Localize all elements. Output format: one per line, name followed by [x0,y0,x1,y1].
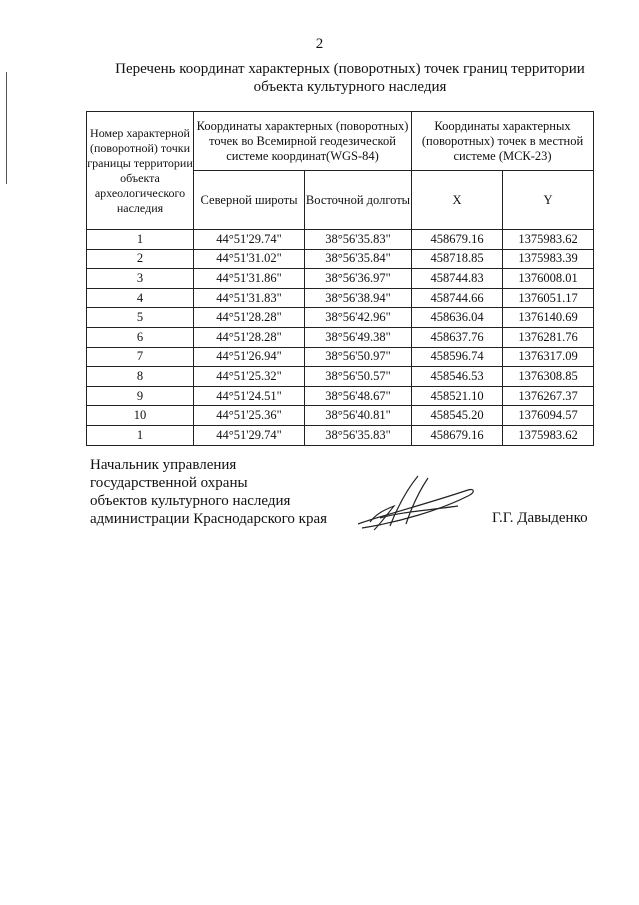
cell-y: 1376140.69 [503,308,594,328]
cell-x: 458546.53 [412,367,503,387]
cell-point-number: 8 [87,367,194,387]
title-line-2: объекта культурного наследия [253,79,447,95]
cell-point-number: 7 [87,347,194,367]
cell-y: 1375983.62 [503,425,594,445]
cell-point-number: 9 [87,386,194,406]
cell-y: 1376281.76 [503,327,594,347]
table-row [87,308,594,328]
cell-x: 458545.20 [412,406,503,426]
table-row [87,386,594,406]
title-line-1: Перечень координат характерных (поворотных) точек границ территории [115,61,585,77]
cell-y: 1376094.57 [503,406,594,426]
position-line-4: администрации Краснодарского края [90,511,328,527]
cell-latitude: 44°51'28.28" [194,327,305,347]
cell-latitude: 44°51'28.28" [194,308,305,328]
cell-latitude: 44°51'24.51" [194,386,305,406]
table-body [87,230,594,446]
cell-x: 458744.66 [412,288,503,308]
table-row [87,406,594,426]
cell-y: 1376308.85 [503,367,594,387]
table-row [87,367,594,387]
header-point-number: Номер характерной (поворотной) точки границы территории объекта археологического наследия [87,112,194,230]
position-line-1: Начальник управления [90,457,237,473]
cell-x: 458679.16 [412,425,503,445]
cell-longitude: 38°56'50.57" [305,367,412,387]
table-row [87,347,594,367]
cell-longitude: 38°56'49.38" [305,327,412,347]
table-row [87,249,594,269]
cell-longitude: 38°56'35.84" [305,249,412,269]
cell-latitude: 44°51'25.36" [194,406,305,426]
table-row [87,269,594,289]
cell-x: 458636.04 [412,308,503,328]
header-north-latitude: Северной широты [194,171,305,230]
cell-y: 1376008.01 [503,269,594,289]
cell-x: 458679.16 [412,230,503,250]
cell-point-number: 4 [87,288,194,308]
handwritten-signature [350,466,480,541]
table-row [87,230,594,250]
cell-x: 458596.74 [412,347,503,367]
table-row [87,425,594,445]
header-y: Y [503,171,594,230]
table-row [87,288,594,308]
cell-latitude: 44°51'31.86" [194,269,305,289]
cell-y: 1376051.17 [503,288,594,308]
header-x: X [412,171,503,230]
cell-longitude: 38°56'42.96" [305,308,412,328]
cell-longitude: 38°56'35.83" [305,230,412,250]
cell-point-number: 10 [87,406,194,426]
cell-longitude: 38°56'48.67" [305,386,412,406]
cell-point-number: 6 [87,327,194,347]
position-line-3: объектов культурного наследия [90,493,291,509]
cell-y: 1375983.39 [503,249,594,269]
cell-x: 458521.10 [412,386,503,406]
cell-latitude: 44°51'29.74" [194,230,305,250]
cell-x: 458744.83 [412,269,503,289]
header-wgs84-group: Координаты характерных (поворотных) точек во Всемирной геодезической системе координат(WGS-84) [194,112,412,171]
cell-y: 1375983.62 [503,230,594,250]
header-east-longitude: Восточной долготы [305,171,412,230]
coordinates-table [86,111,594,446]
position-line-2: государственной охраны [90,475,248,491]
cell-x: 458637.76 [412,327,503,347]
cell-latitude: 44°51'31.83" [194,288,305,308]
cell-point-number: 2 [87,249,194,269]
table-row [87,327,594,347]
page-number: 2 [315,36,324,52]
cell-latitude: 44°51'25.32" [194,367,305,387]
signer-name: Г.Г. Давыденко [492,510,588,526]
signature-block [90,456,327,528]
cell-point-number: 5 [87,308,194,328]
cell-point-number: 1 [87,230,194,250]
cell-point-number: 1 [87,425,194,445]
cell-longitude: 38°56'38.94" [305,288,412,308]
cell-point-number: 3 [87,269,194,289]
cell-longitude: 38°56'40.81" [305,406,412,426]
cell-x: 458718.85 [412,249,503,269]
cell-latitude: 44°51'31.02" [194,249,305,269]
cell-latitude: 44°51'26.94" [194,347,305,367]
cell-longitude: 38°56'50.97" [305,347,412,367]
cell-longitude: 38°56'35.83" [305,425,412,445]
margin-mark [6,72,7,184]
header-msk23-group: Координаты характерных (поворотных) точек в местной системе (МСК-23) [412,112,594,171]
cell-latitude: 44°51'29.74" [194,425,305,445]
cell-y: 1376267.37 [503,386,594,406]
cell-longitude: 38°56'36.97" [305,269,412,289]
cell-y: 1376317.09 [503,347,594,367]
document-title [60,60,639,96]
